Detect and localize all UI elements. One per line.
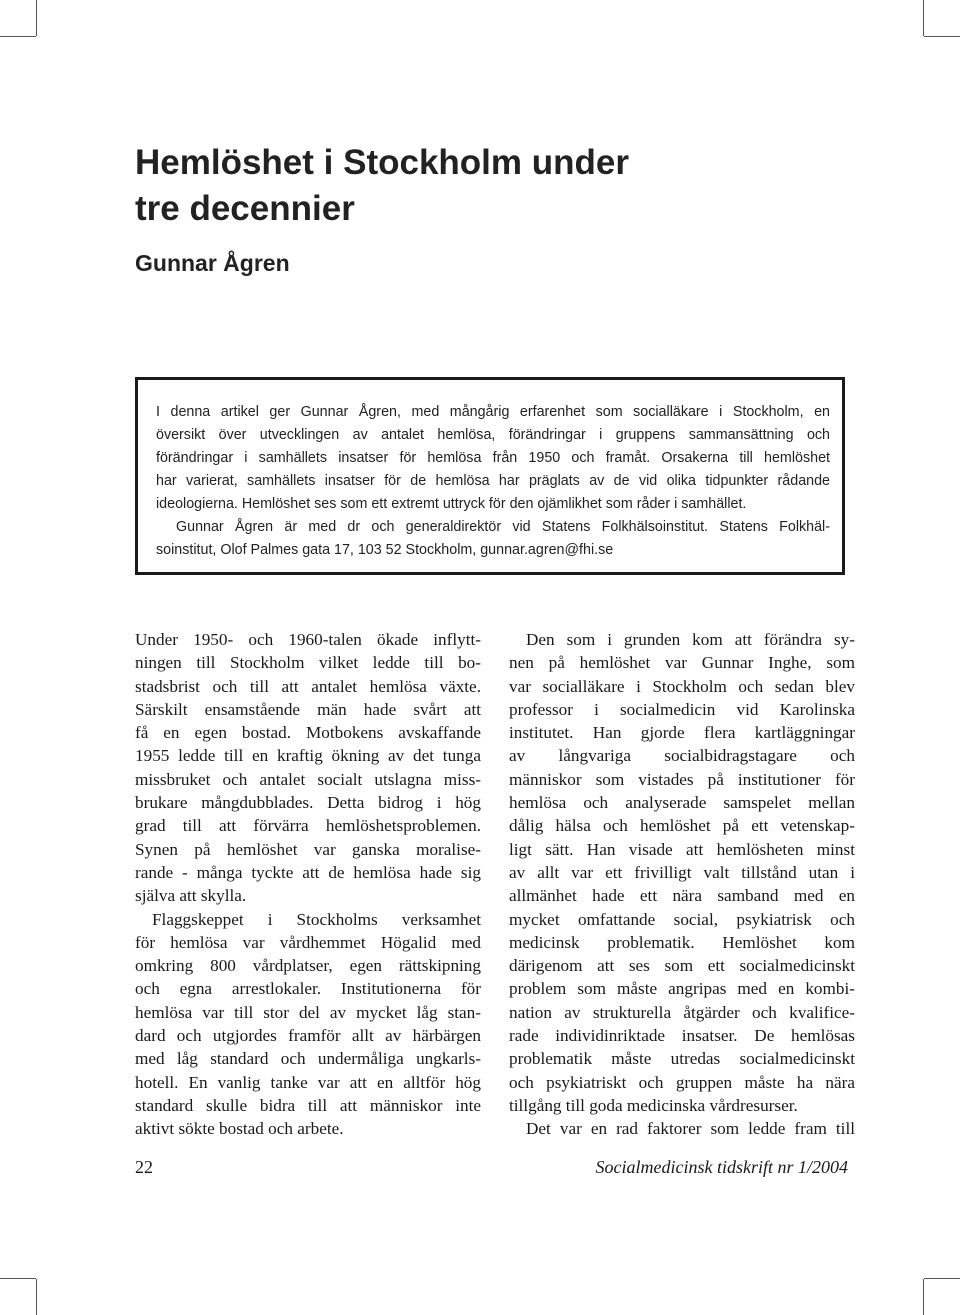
article-title-line: Hemlöshet i Stockholm under (135, 143, 629, 182)
body-line: stadsbrist och till att antalet hemlösa växte. (135, 676, 481, 696)
body-line: och egna arrestlokaler. Institutionerna för (135, 979, 481, 999)
body-line: därigenom att ses som ett socialmedicinskt (509, 956, 855, 976)
body-line: Särskilt ensamstående män hade svårt att (135, 699, 481, 719)
crop-mark-top-left (0, 36, 36, 37)
article-title (135, 140, 835, 232)
body-line: problem som måste angripas med en kombi- (509, 979, 855, 999)
body-column-right (509, 628, 855, 1141)
abstract-line: har varierat, samhällets insatser för de hemlösa har präglats av de vid olika tidpunkter rådande (156, 473, 830, 489)
body-column-left (135, 628, 481, 1141)
body-line: Flaggskeppet i Stockholms verksamhet (152, 909, 481, 929)
body-line: dard och utgjordes framför allt av härbärgen (135, 1026, 481, 1046)
body-line: av allt var ett frivilligt valt tillstånd utan i (509, 862, 855, 882)
body-line: institutet. Han gjorde flera kartläggningar (509, 723, 855, 743)
abstract-line: ideologierna. Hemlöshet ses som ett extremt uttryck för den ojämlikhet som råder i samhället. (156, 496, 747, 512)
body-line: Den som i grunden kom att förändra sy- (526, 630, 855, 649)
body-line: grad till att förvärra hemlöshetsproblemen. (135, 816, 481, 836)
abstract-box (135, 377, 845, 575)
crop-mark-bottom-right (924, 1278, 960, 1279)
body-line: var socialläkare i Stockholm och sedan blev (509, 676, 855, 696)
abstract-line: I denna artikel ger Gunnar Ågren, med mångårig erfarenhet som socialläkare i Stockholm, en (156, 404, 830, 420)
body-line: dålig hälsa och hemlöshet på ett vetenskap- (509, 816, 855, 836)
body-line: nen på hemlöshet var Gunnar Inghe, som (509, 653, 855, 673)
crop-mark-bottom-left (36, 1279, 37, 1315)
body-line: standard skulle bidra till att människor inte (135, 1095, 481, 1115)
body-line: hemlösa var till stor del av mycket låg stan- (135, 1002, 481, 1022)
body-line: för hemlösa var vårdhemmet Högalid med (135, 932, 481, 952)
body-line: människor som vistades på institutioner för (509, 769, 855, 789)
body-line: ligt sätt. Han visade att hemlösheten minst (509, 839, 855, 859)
crop-mark-bottom-right (923, 1279, 924, 1315)
body-line: problematik måste utredas socialmedicinskt (509, 1049, 855, 1069)
body-line: hemlösa och analyserade samspelet mellan (509, 793, 855, 813)
body-line: nation av strukturella åtgärder och kvalifice- (509, 1002, 855, 1022)
body-line: 1955 ledde till en kraftig ökning av det tunga (135, 746, 481, 766)
body-line: omkring 800 vårdplatser, egen rättskipning (135, 956, 481, 976)
body-line: Synen på hemlöshet var ganska moralise- (135, 839, 481, 859)
article-title-line: tre decennier (135, 189, 355, 228)
body-line: Under 1950- och 1960-talen ökade inflytt- (135, 630, 481, 649)
body-line: brukare mångdubblades. Detta bidrog i hög (135, 793, 481, 813)
article-author: Gunnar Ågren (135, 250, 290, 276)
body-line: allmänhet hade ett nära samband med en (509, 886, 855, 906)
body-line: hotell. En vanlig tanke var att en alltför hög (135, 1072, 481, 1092)
crop-mark-top-left (36, 0, 37, 36)
page-number: 22 (135, 1157, 153, 1177)
body-line: Det var en rad faktorer som ledde fram till (526, 1119, 855, 1139)
abstract-line: förändringar i samhällets insatser för hemlösa från 1950 och framåt. Orsakerna till hemlöshet (156, 450, 830, 466)
body-line: och psykiatriskt och gruppen måste ha nära (509, 1072, 855, 1092)
abstract-line: översikt över utvecklingen av antalet hemlösa, förändringar i gruppens sammansättning och (156, 427, 830, 443)
crop-mark-top-right (924, 36, 960, 37)
body-line: mycket omfattande social, psykiatrisk och (509, 909, 855, 929)
crop-mark-top-right (923, 0, 924, 36)
body-line: rande - många tyckte att de hemlösa hade sig (135, 862, 481, 882)
body-line: professor i socialmedicin vid Karolinska (509, 699, 855, 719)
body-line: aktivt sökte bostad och arbete. (135, 1119, 344, 1139)
abstract-line: soinstitut, Olof Palmes gata 17, 103 52 Stockholm, gunnar.agren@fhi.se (156, 542, 614, 558)
body-line: av långvariga socialbidragstagare och (509, 746, 855, 766)
body-line: själva att skylla. (135, 886, 247, 906)
body-line: få en egen bostad. Motbokens avskaffande (135, 723, 481, 743)
body-line: ningen till Stockholm vilket ledde till bo- (135, 653, 481, 673)
body-line: tillgång till goda medicinska vårdresurser. (509, 1095, 798, 1115)
body-line: missbruket och antalet socialt utslagna miss- (135, 769, 481, 789)
body-line: rade individinriktade insatser. De hemlösas (509, 1026, 855, 1046)
crop-mark-bottom-left (0, 1278, 36, 1279)
abstract-line: Gunnar Ågren är med dr och generaldirektör vid Statens Folkhälsoinstitut. Statens Folkhäl- (176, 519, 830, 535)
journal-reference: Socialmedicinsk tidskrift nr 1/2004 (595, 1157, 848, 1177)
body-line: med låg standard och undermåliga ungkarls- (135, 1049, 481, 1069)
body-line: medicinsk problematik. Hemlöshet kom (509, 932, 855, 952)
